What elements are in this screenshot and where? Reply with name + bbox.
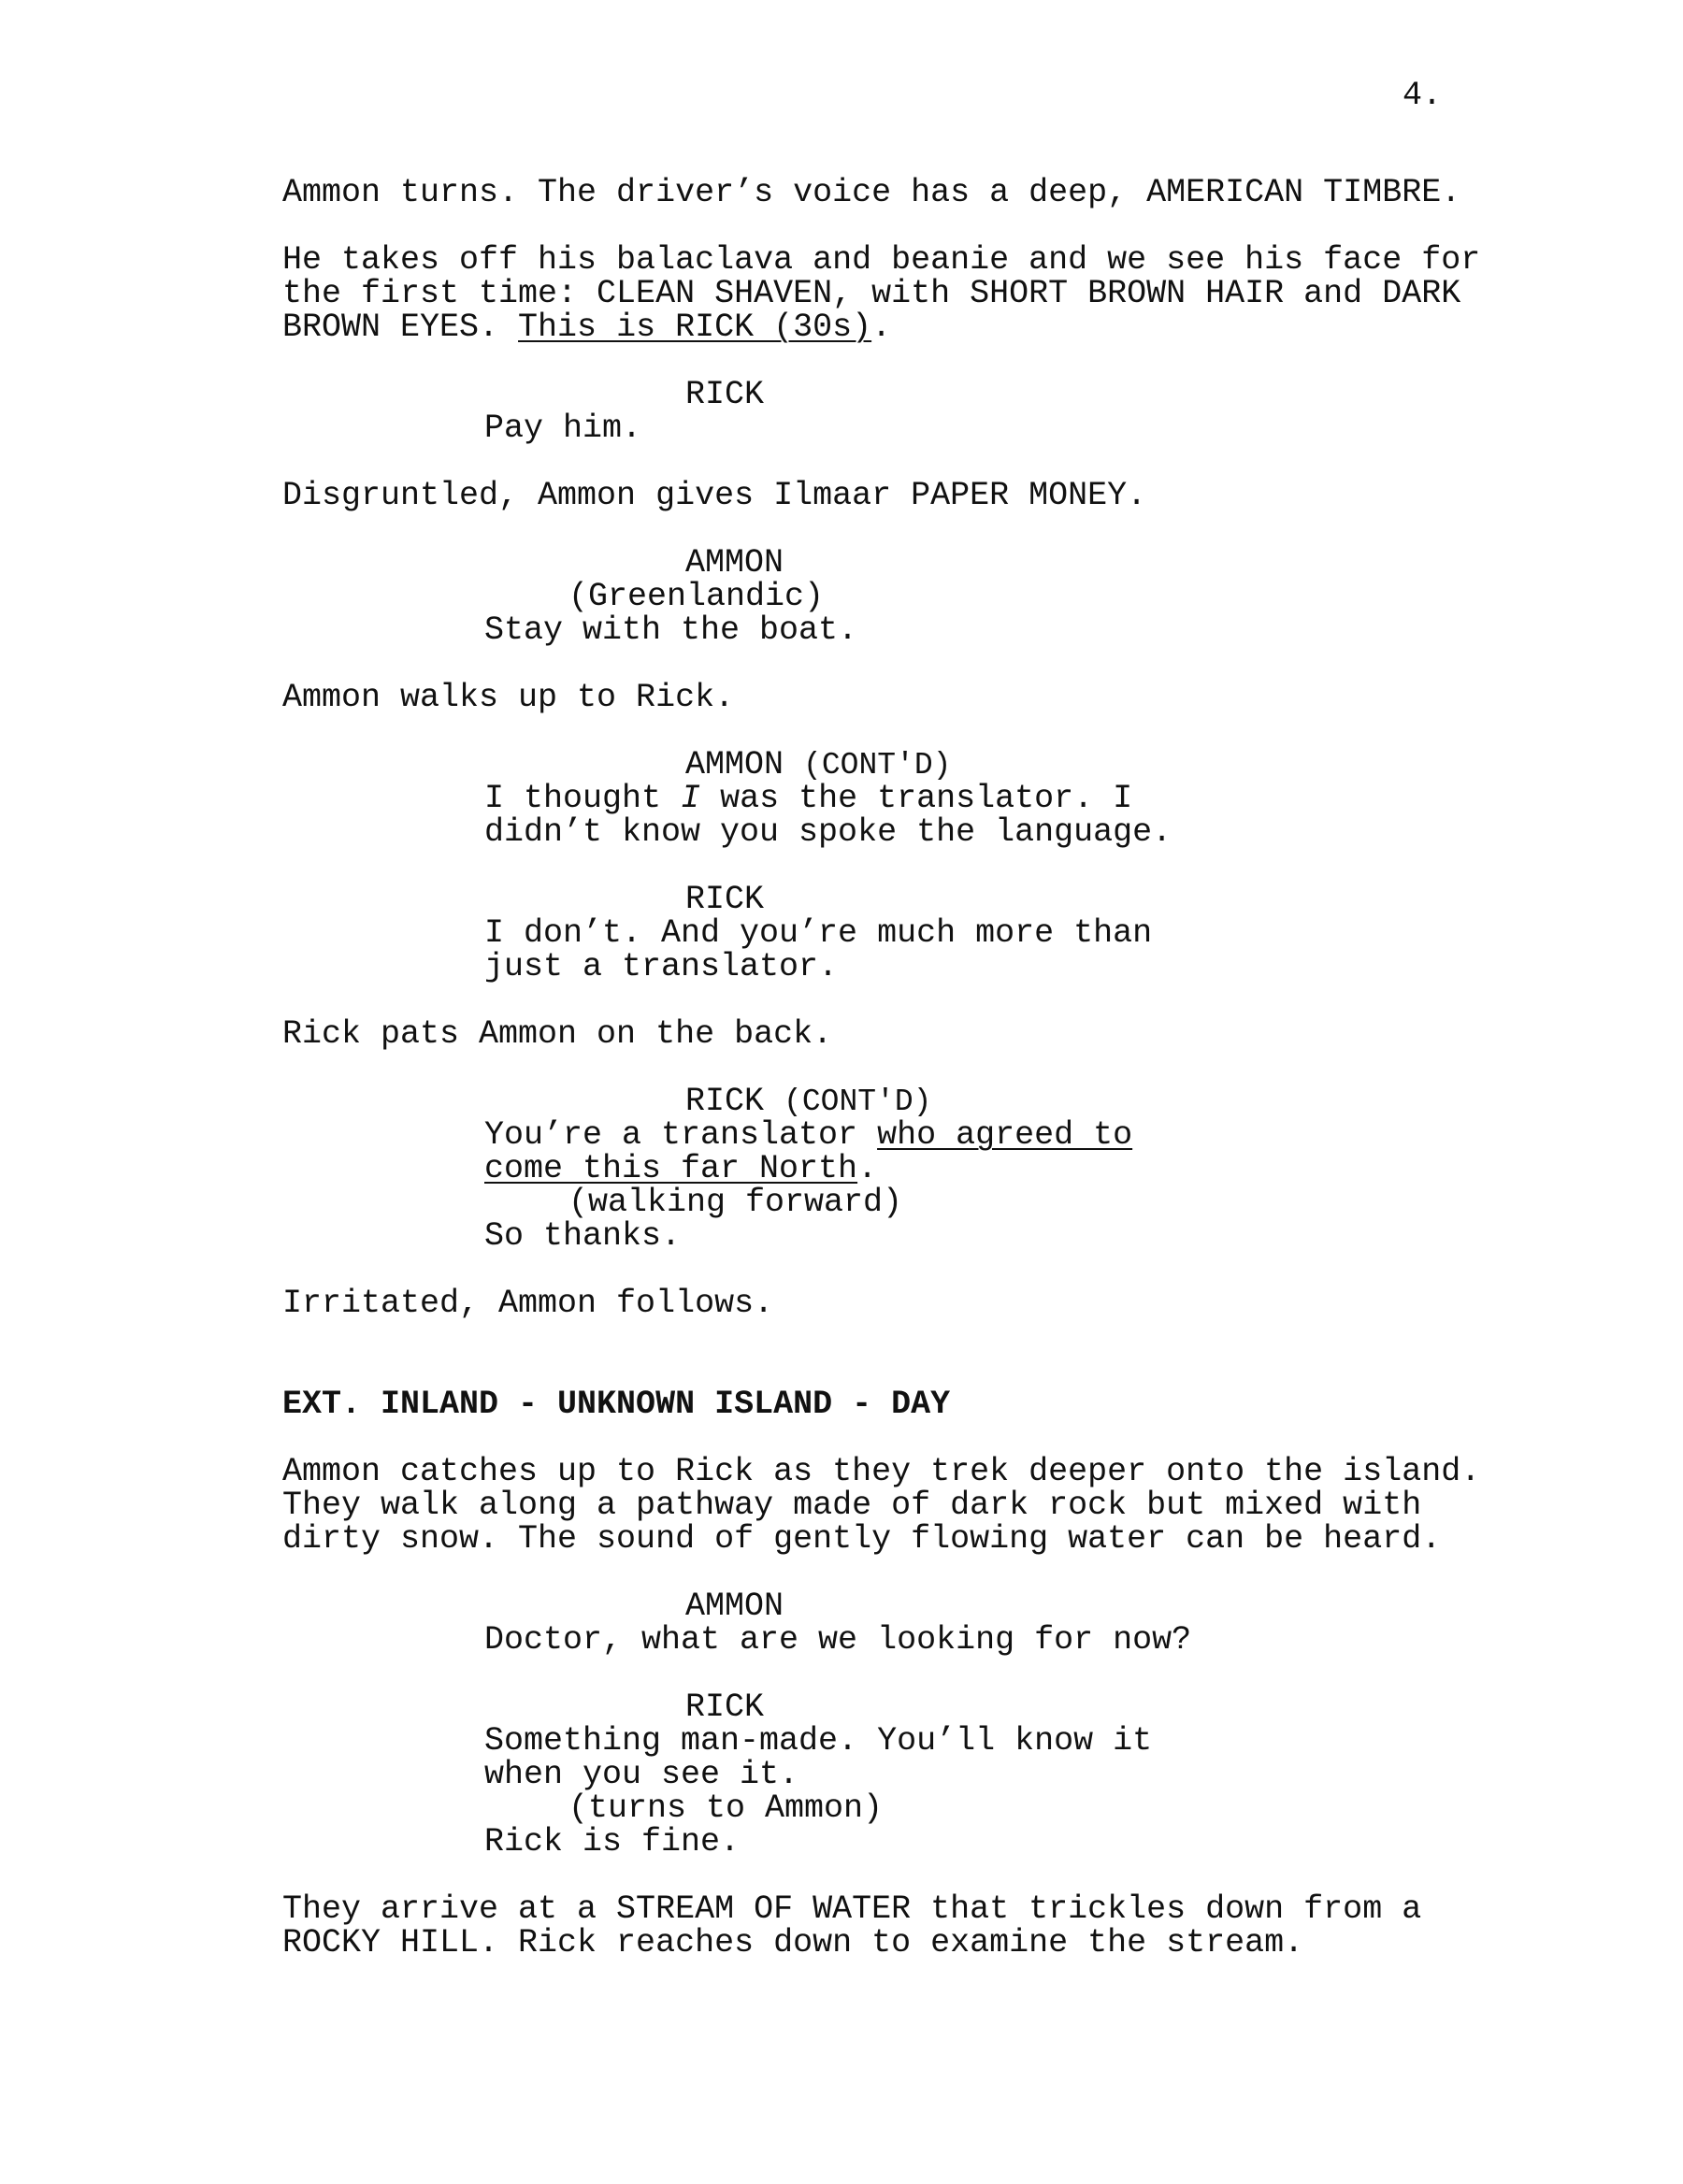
dialogue-line: So thanks. xyxy=(484,1217,682,1255)
dialogue-line xyxy=(484,1118,1132,1152)
action-line: Ammon walks up to Rick. xyxy=(282,679,735,716)
italic-text: I xyxy=(681,780,701,817)
dialogue-line: didn’t know you spoke the language. xyxy=(484,813,1172,851)
underlined-text: come this far North xyxy=(484,1150,858,1187)
dialogue-line: Doctor, what are we looking for now? xyxy=(484,1621,1192,1659)
character-name: AMMON xyxy=(685,544,784,582)
action-line: Irritated, Ammon follows. xyxy=(282,1285,774,1322)
page-number: 4. xyxy=(1402,77,1443,114)
underlined-text: who agreed to xyxy=(877,1116,1133,1154)
character-label: RICK xyxy=(685,1083,765,1120)
dialogue-text: . xyxy=(857,1150,878,1187)
dialogue-line: Rick is fine. xyxy=(484,1823,741,1861)
dialogue-line: Pay him. xyxy=(484,410,642,447)
dialogue-line: just a translator. xyxy=(484,948,839,985)
action-line: ROCKY HILL. Rick reaches down to examine the stream. xyxy=(282,1924,1304,1961)
dialogue-line: Something man-made. You’ll know it xyxy=(484,1722,1153,1760)
action-text: BROWN EYES. xyxy=(282,309,519,346)
character-label: AMMON xyxy=(685,746,784,783)
character-name xyxy=(685,748,951,783)
dialogue-line: I don’t. And you’re much more than xyxy=(484,914,1153,952)
action-line: Ammon turns. The driver’s voice has a deep, AMERICAN TIMBRE. xyxy=(282,174,1461,211)
parenthetical: (Greenlandic) xyxy=(568,578,825,615)
character-name xyxy=(685,1085,931,1119)
parenthetical: (turns to Ammon) xyxy=(568,1789,884,1827)
dialogue-line xyxy=(484,1152,877,1185)
dialogue-text: was the translator. I xyxy=(700,780,1133,817)
underlined-text: This is RICK (30s) xyxy=(518,309,872,346)
character-name: RICK xyxy=(685,1688,765,1726)
action-line: the first time: CLEAN SHAVEN, with SHORT BROWN HAIR and DARK xyxy=(282,275,1461,312)
contd-extension: (CONT'D) xyxy=(803,748,952,783)
action-line xyxy=(282,310,891,344)
dialogue-text: I thought xyxy=(484,780,682,817)
dialogue-line: when you see it. xyxy=(484,1756,799,1793)
character-name: RICK xyxy=(685,881,765,918)
contd-extension: (CONT'D) xyxy=(784,1085,932,1119)
character-name: RICK xyxy=(685,376,765,413)
action-text: . xyxy=(871,309,892,346)
action-line: They walk along a pathway made of dark rock but mixed with xyxy=(282,1487,1422,1524)
action-line: Disgruntled, Ammon gives Ilmaar PAPER MONEY. xyxy=(282,477,1147,514)
action-line: He takes off his balaclava and beanie and we see his face for xyxy=(282,241,1481,279)
action-line: Ammon catches up to Rick as they trek deeper onto the island. xyxy=(282,1453,1481,1490)
action-line: dirty snow. The sound of gently flowing water can be heard. xyxy=(282,1520,1442,1558)
dialogue-line: Stay with the boat. xyxy=(484,611,858,649)
action-line: They arrive at a STREAM OF WATER that trickles down from a xyxy=(282,1890,1422,1928)
action-line: Rick pats Ammon on the back. xyxy=(282,1015,833,1053)
scene-heading: EXT. INLAND - UNKNOWN ISLAND - DAY xyxy=(282,1386,951,1423)
parenthetical: (walking forward) xyxy=(568,1184,903,1221)
dialogue-text: You’re a translator xyxy=(484,1116,878,1154)
character-name: AMMON xyxy=(685,1588,784,1625)
dialogue-line xyxy=(484,782,1132,815)
